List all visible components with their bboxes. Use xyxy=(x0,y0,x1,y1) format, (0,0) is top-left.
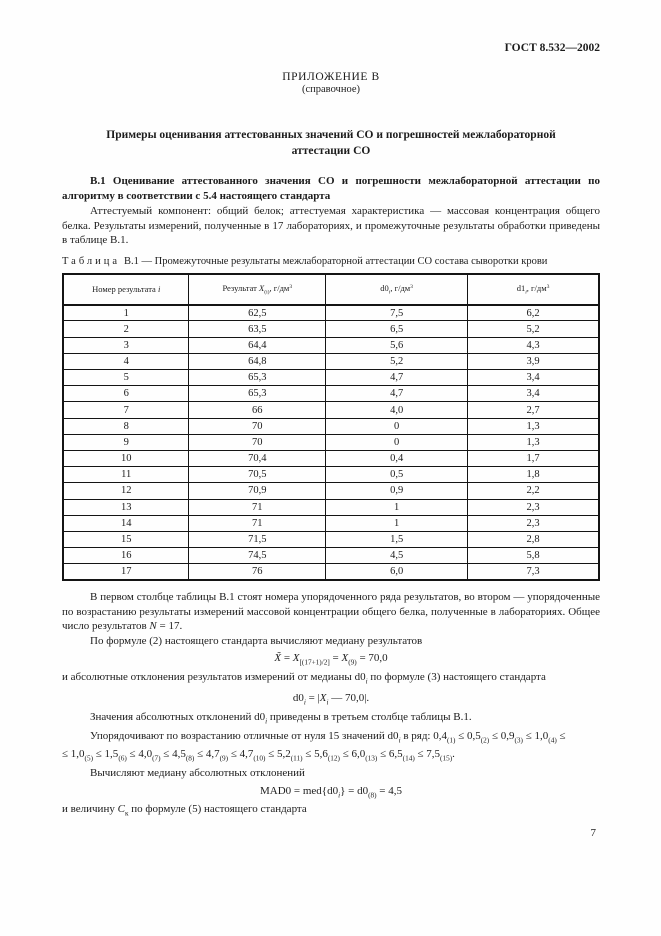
page-title: Примеры оценивания аттестованных значений СО и погрешностей межлабораторной аттестации СО xyxy=(106,129,556,157)
table-cell: 2,7 xyxy=(468,402,599,418)
table-cell: 3,4 xyxy=(468,386,599,402)
table-cell: 16 xyxy=(63,548,189,564)
table-cell: 6 xyxy=(63,386,189,402)
table-cell: 0,5 xyxy=(326,467,468,483)
section-heading: В.1 Оценивание аттестованного значения СО и погрешности межлабораторной аттестации по алгоритму в соответствии с 5.4 настоящего стандарта xyxy=(62,175,600,202)
table-cell: 17 xyxy=(63,564,189,580)
table-cell: 5,2 xyxy=(326,353,468,369)
table-cell: 65,3 xyxy=(189,370,326,386)
table-row xyxy=(63,515,599,531)
paragraph-mad-intro: Вычисляют медиану абсолютных отклонений xyxy=(90,767,305,780)
table-row xyxy=(63,564,599,580)
table-cell: 1,5 xyxy=(326,531,468,547)
table-row xyxy=(63,402,599,418)
table-row xyxy=(63,499,599,515)
table-cell: 0 xyxy=(326,434,468,450)
table-caption xyxy=(62,256,600,267)
formula-median: X̃ = $X_{[(17+1)/2]} = X_{(9)} = 70,0$ xyxy=(274,652,388,667)
formula-d0: $d0_i = |X_i$ — 70,0|. xyxy=(292,692,370,707)
table-cell: 64,8 xyxy=(189,353,326,369)
table-cell: 70 xyxy=(189,434,326,450)
table-row xyxy=(63,548,599,564)
table-cell: 1 xyxy=(63,305,189,321)
table-header-row xyxy=(63,274,599,305)
table-cell: 7,3 xyxy=(468,564,599,580)
table-row xyxy=(63,434,599,450)
table-cell: 1 xyxy=(326,499,468,515)
table-cell: 7 xyxy=(63,402,189,418)
col-header-number: Номер результата i xyxy=(63,274,189,305)
table-cell: 0,4 xyxy=(326,450,468,466)
table-cell: 2,8 xyxy=(468,531,599,547)
results-table xyxy=(62,273,600,581)
table-row xyxy=(63,450,599,466)
table-cell: 1,3 xyxy=(468,418,599,434)
col-header-result: Результат $X_{(i)}$, $г/дм^3$ xyxy=(189,274,326,305)
table-cell: 12 xyxy=(63,483,189,499)
col-header-d0: $d0_i$, $г/дм^3$ xyxy=(326,274,468,305)
table-row xyxy=(63,353,599,369)
table-cell: 6,0 xyxy=(326,564,468,580)
table-cell: 70,4 xyxy=(189,450,326,466)
table-cell: 71 xyxy=(189,515,326,531)
table-cell: 4,5 xyxy=(326,548,468,564)
col-header-d1: $d1_i$, $г/дм^3$ xyxy=(468,274,599,305)
table-cell: 1,7 xyxy=(468,450,599,466)
table-caption-label: Таблица xyxy=(62,255,121,267)
table-cell: 70 xyxy=(189,418,326,434)
paragraph-ordering: Упорядочивают по возрастанию отличные от нуля 15 значений $d0_i$ в ряд: $0,4_{(1)} \le 0,5_{(2)} \le 0,9_{(3)} \le 1,0_{(4)}$ ≤ ≤ $1,0_{(5)} \le 1,5_{(6)} \le 4,0_{(7)} \le 4,5_{(8)} \le 4,7_{(9)} \le 4,7_{(10)} \le 5,2_{(11)} \le 5,6_{(12)} \le 6,0_{(13)} \le 6,5_{(14)} \le 7,5_{(15)}$. xyxy=(62,729,566,763)
table-cell: 70,5 xyxy=(189,467,326,483)
paragraph-median-intro: По формуле (2) настоящего стандарта вычисляют медиану результатов xyxy=(90,634,423,647)
table-row xyxy=(63,370,599,386)
table-row xyxy=(63,531,599,547)
page-number: 7 xyxy=(590,827,596,840)
table-cell: 13 xyxy=(63,499,189,515)
table-cell: 3,4 xyxy=(468,370,599,386)
table-cell: 65,3 xyxy=(189,386,326,402)
table-cell: 15 xyxy=(63,531,189,547)
table-cell: 8 xyxy=(63,418,189,434)
table-cell: 5 xyxy=(63,370,189,386)
table-cell: 9 xyxy=(63,434,189,450)
table-cell: 5,2 xyxy=(468,321,599,337)
table-cell: 3 xyxy=(63,337,189,353)
table-row xyxy=(63,305,599,321)
paragraph-after-table: В первом столбце таблицы В.1 стоят номера упорядоченного ряда результатов, во втором — упорядоченные по возрастанию результаты измерений массовой концентрации общего белка, полученные в лабораториях. Общее число результатов N = 17. xyxy=(62,590,600,633)
table-cell: 71,5 xyxy=(189,531,326,547)
table-cell: 1,3 xyxy=(468,434,599,450)
table-cell: 6,2 xyxy=(468,305,599,321)
table-cell: 5,6 xyxy=(326,337,468,353)
table-cell: 0 xyxy=(326,418,468,434)
table-cell: 66 xyxy=(189,402,326,418)
table-body xyxy=(63,305,599,580)
table-row xyxy=(63,483,599,499)
table-row xyxy=(63,418,599,434)
table-cell: 74,5 xyxy=(189,548,326,564)
table-cell: 4 xyxy=(63,353,189,369)
intro-paragraph: Аттестуемый компонент: общий белок; аттестуемая характеристика — массовая концентрация общего белка. Результаты измерений, полученные в 17 лабораториях, и промежуточные результаты обработки приведены в таблице В.1. xyxy=(62,205,600,247)
table-cell: 62,5 xyxy=(189,305,326,321)
table-cell: 4,0 xyxy=(326,402,468,418)
table-cell: 4,7 xyxy=(326,386,468,402)
table-cell: 5,8 xyxy=(468,548,599,564)
appendix-note: (справочное) xyxy=(302,84,360,95)
table-cell: 63,5 xyxy=(189,321,326,337)
table-cell: 1,8 xyxy=(468,467,599,483)
table-cell: 64,4 xyxy=(189,337,326,353)
paragraph-ck: и величину $C_к$ по формуле (5) настоящего стандарта xyxy=(62,803,307,818)
table-row xyxy=(63,321,599,337)
table-cell: 3,9 xyxy=(468,353,599,369)
table-cell: 2,2 xyxy=(468,483,599,499)
table-cell: 7,5 xyxy=(326,305,468,321)
table-cell: 4,3 xyxy=(468,337,599,353)
table-cell: 76 xyxy=(189,564,326,580)
table-row xyxy=(63,467,599,483)
table-cell: 2 xyxy=(63,321,189,337)
table-cell: 70,9 xyxy=(189,483,326,499)
table-row xyxy=(63,337,599,353)
table-cell: 6,5 xyxy=(326,321,468,337)
table-cell: 2,3 xyxy=(468,515,599,531)
appendix-title: ПРИЛОЖЕНИЕ В xyxy=(282,71,380,83)
table-cell: 0,9 xyxy=(326,483,468,499)
table-cell: 11 xyxy=(63,467,189,483)
table-cell: 4,7 xyxy=(326,370,468,386)
table-cell: 2,3 xyxy=(468,499,599,515)
paragraph-third-column: Значения абсолютных отклонений $d0_i$ приведены в третьем столбце таблицы В.1. xyxy=(90,710,472,725)
table-cell: 71 xyxy=(189,499,326,515)
table-cell: 1 xyxy=(326,515,468,531)
paragraph-deviations: и абсолютные отклонения результатов измерений от медианы $d0_i$ по формуле (3) настоящего стандарта xyxy=(62,670,546,685)
doc-code: ГОСТ 8.532—2002 xyxy=(504,42,600,54)
table-cell: 14 xyxy=(63,515,189,531)
formula-mad: $MAD0 = med\{d0_i\} = d0_{(8)} = 4,5$ xyxy=(259,784,403,800)
table-cell: 10 xyxy=(63,450,189,466)
table-caption-text: В.1 — Промежуточные результаты межлабораторной аттестации СО состава сыворотки крови xyxy=(124,255,548,267)
table-row xyxy=(63,386,599,402)
